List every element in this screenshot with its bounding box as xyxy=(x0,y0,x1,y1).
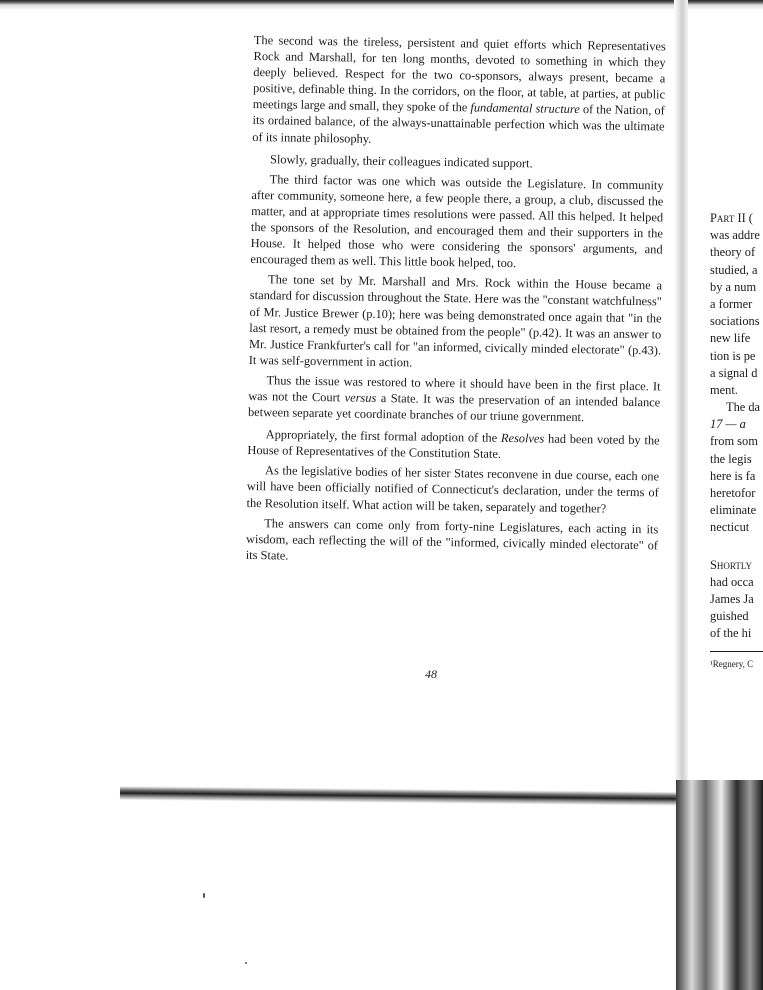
right-line: tion is pe xyxy=(710,348,756,363)
paragraph-8-text: The answers can come only from forty-nine Legislatures, each acting in its wisdom, each reflecting the will of the "informed, civically minded electorate" of its State. xyxy=(245,515,659,563)
right-line: sociations xyxy=(710,314,760,329)
paragraph-6-text-b: had been voted by the House of Representatives of the Constitution State. xyxy=(247,431,660,462)
paragraph-6 xyxy=(247,426,659,465)
right-line: new life xyxy=(710,331,751,346)
right-line: 17 — a xyxy=(710,417,746,432)
right-line: studied, a xyxy=(710,262,758,277)
right-line: The da xyxy=(726,400,761,415)
paragraph-6-text-a: Appropriately, the first formal adoption of the xyxy=(265,427,502,446)
right-line: the legis xyxy=(710,451,752,466)
right-line: by a num xyxy=(710,279,757,294)
right-line: James Ja xyxy=(710,591,754,606)
paragraph-3-text: The third factor was one which was outside the Legislature. In community after community, someone here, a few people there, a group, a club, discussed the matter, and at appropriate times resolutions were passed. All this helped. It helped the sponsors of the Resolution, and encouraged them and their supporters in the House. It helped those who were considering the sponsors' arguments, and encouraged them as well. This little book helped, too. xyxy=(250,172,664,271)
right-line: ment. xyxy=(710,382,738,397)
paragraph-1-text-a: The second was the tireless, persistent and quiet efforts which Representatives Rock and Marshall, for ten long months, devoted to something in which they deeply believed. Respect for the two co-sponsors, always present, became a positive, definable thing. In the corridors, on the floor, at table, at parties, at public meetings large and small, they spoke of the xyxy=(252,32,666,115)
scan-top-shadow xyxy=(0,0,763,10)
paragraph-5-emphasis: versus xyxy=(344,390,377,405)
paragraph-4-text: The tone set by Mr. Marshall and Mrs. Rock within the House became a standard for discussion throughout the State. Here was the "constant watchfulness" of Mr. Justice Brewer (p.10); here was being demonstrated once again that "in the last resort, a remedy must be obtained from the people" (p.42). It was an answer to Mr. Justice Frankfurter's call for "an informed, civically minded electorate" (p.43). It was self-government in action. xyxy=(248,272,663,370)
paragraph-1-emphasis: fundamental structure xyxy=(470,100,580,117)
footnote: ¹Regnery, C xyxy=(710,658,754,669)
scan-speck xyxy=(245,962,247,964)
right-line: was addre xyxy=(710,228,760,243)
right-line: here is fa xyxy=(710,468,756,483)
footnote-rule xyxy=(710,651,763,652)
right-line: Shortly xyxy=(710,557,752,572)
paragraph-8 xyxy=(246,515,659,570)
right-line: eliminate xyxy=(710,503,757,518)
right-line: theory of xyxy=(710,245,756,260)
right-line: a former xyxy=(710,296,753,311)
right-line: from som xyxy=(710,434,758,449)
paragraph-5-text-a: Thus the issue was restored to where it should have been in the first place. It was not the Court xyxy=(248,373,661,405)
right-line: necticut xyxy=(710,520,750,535)
right-line: a signal d xyxy=(710,365,758,380)
section-spacer xyxy=(710,537,763,557)
page-number: 48 xyxy=(425,667,437,681)
paragraph-6-emphasis: Resolves xyxy=(500,431,545,446)
gutter-shadow xyxy=(676,780,763,990)
paragraph-2 xyxy=(252,151,664,174)
right-line: Part II ( xyxy=(710,211,753,225)
page-bottom-edge xyxy=(120,786,676,806)
paragraph-5-text-b: a State. It was the preservation of an intended balance between separate yet coordinate branches of our triune government. xyxy=(247,390,661,425)
paragraph-3 xyxy=(250,171,663,274)
paragraph-5 xyxy=(248,372,661,427)
scan-speck xyxy=(203,893,205,898)
paragraph-1-text-b: of the Nation, of its ordained balance, of the always-unattainable perfection which was the ultimate of its innate philosophy. xyxy=(252,102,665,146)
paragraph-2-text: Slowly, gradually, their colleagues indicated support. xyxy=(269,151,533,171)
paragraph-4 xyxy=(249,271,662,374)
paragraph-1 xyxy=(252,32,666,151)
paragraph-7-text: As the legislative bodies of her sister States reconvene in due course, each one will have been officially notified of Connecticut's declaration, under the terms of the Resolution itself. What action will be taken, separately and together? xyxy=(246,463,660,516)
right-line: had occa xyxy=(710,574,754,589)
right-line: of the hi xyxy=(710,626,752,641)
paragraph-7 xyxy=(246,462,659,517)
right-line: heretofor xyxy=(710,486,756,500)
right-page-text xyxy=(710,210,763,670)
right-line: guished xyxy=(710,609,749,624)
left-page-text xyxy=(246,32,666,569)
